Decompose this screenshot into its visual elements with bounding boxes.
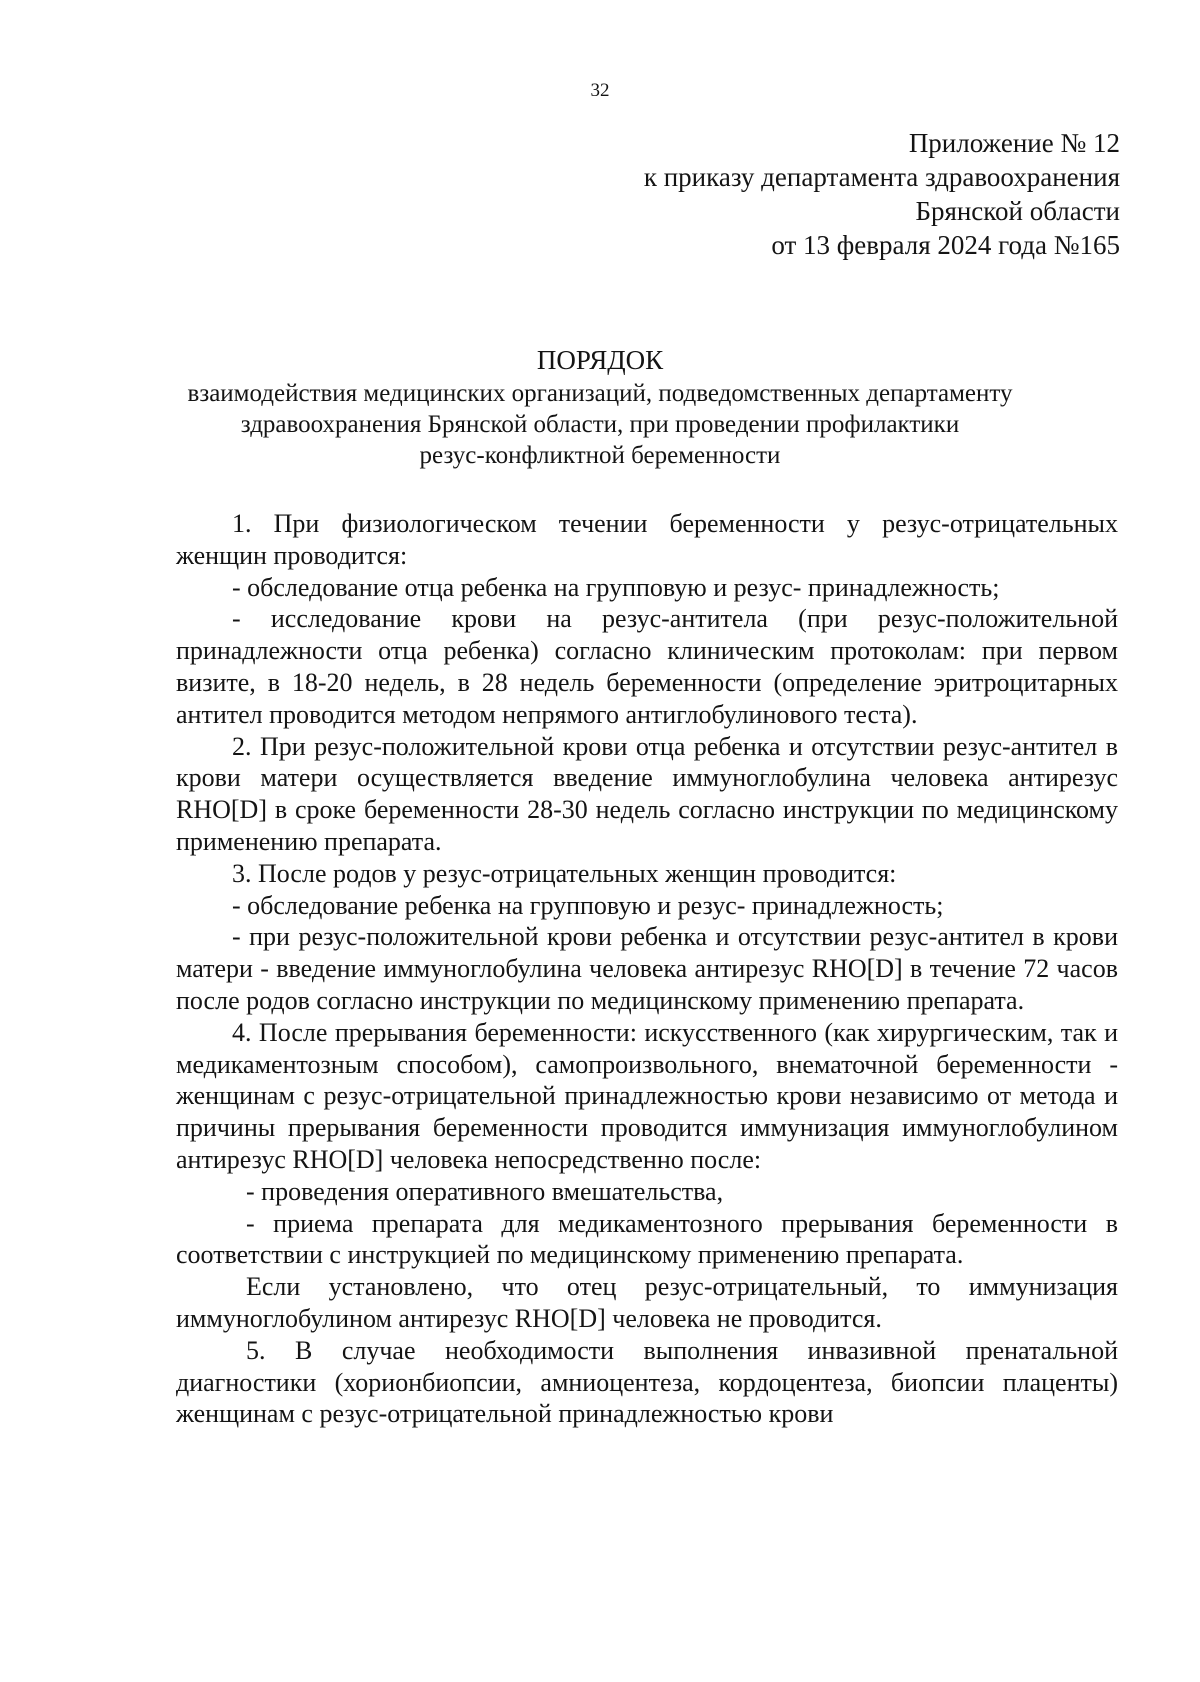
subtitle-line: взаимодействия медицинских организаций, подведомственных департаменту (187, 380, 1013, 407)
document-title: ПОРЯДОК (536, 345, 664, 375)
paragraph: Если установлено, что отец резус-отрицательный, то иммунизация иммуноглобулином антирезус RHO[D] человека не проводится. (176, 1272, 1118, 1333)
subtitle-line: здравоохранения Брянской области, при проведении профилактики (240, 411, 960, 438)
paragraph: - при резус-положительной крови ребенка и отсутствии резус-антител в крови матери - введение иммуноглобулина человека антирезус RHO[D] в течение 72 часов после родов согласно инструкции по медицинскому применению препарата. (176, 922, 1118, 1015)
paragraph: - приема препарата для медикаментозного прерывания беременности в соответствии с инструкцией по медицинскому применению препарата. (176, 1208, 1118, 1270)
paragraph: - обследование отца ребенка на групповую и резус- принадлежность; (232, 572, 1000, 602)
appendix-block (644, 126, 1120, 262)
subtitle-line: резус-конфликтной беременности (419, 442, 781, 469)
paragraph: 2. При резус-положительной крови отца ребенка и отсутствии резус-антител в крови матери осуществляется введение иммуноглобулина человека антирезус RHO[D] в сроке беременности 28-30 недель согласно инструкции по медицинскому применению препарата. (176, 731, 1118, 856)
appendix-line: Брянской области (915, 196, 1120, 226)
paragraph: 1. При физиологическом течении беременности у резус-отрицательных женщин проводится: (176, 509, 1118, 570)
appendix-line: к приказу департамента здравоохранения (643, 162, 1120, 192)
appendix-line: от 13 февраля 2024 года №165 (771, 230, 1120, 260)
document-body (176, 508, 1118, 1430)
paragraph: - проведения оперативного вмешательства, (246, 1176, 724, 1206)
paragraph: 3. После родов у резус-отрицательных женщин проводится: (232, 858, 897, 888)
paragraph: 4. После прерывания беременности: искусственного (как хирургическим, так и медикаментозным способом), самопроизвольного, внематочной беременности - женщинам с резус-отрицательной принадлежностью крови независимо от метода и причины прерывания беременности проводится иммунизация иммуноглобулином антирезус RHO[D] человека непосредственно после: (176, 1017, 1118, 1174)
paragraph: - исследование крови на резус-антитела (при резус-положительной принадлежности отца ребенка) согласно клиническим протоколам: при первом визите, в 18-20 недель, в 28 недель беременности (определение эритроцитарных антител проводится методом непрямого антиглобулинового теста). (176, 604, 1118, 729)
paragraph: - обследование ребенка на групповую и резус- принадлежность; (232, 890, 944, 920)
page-number: 32 (590, 80, 610, 101)
appendix-line: Приложение № 12 (908, 128, 1120, 158)
paragraph: 5. В случае необходимости выполнения инвазивной пренатальной диагностики (хорионбиопсии, амниоцентеза, кордоцентеза, биопсии плаценты) женщинам с резус-отрицательной принадлежностью крови (176, 1335, 1118, 1429)
document-subtitle (0, 378, 1200, 471)
